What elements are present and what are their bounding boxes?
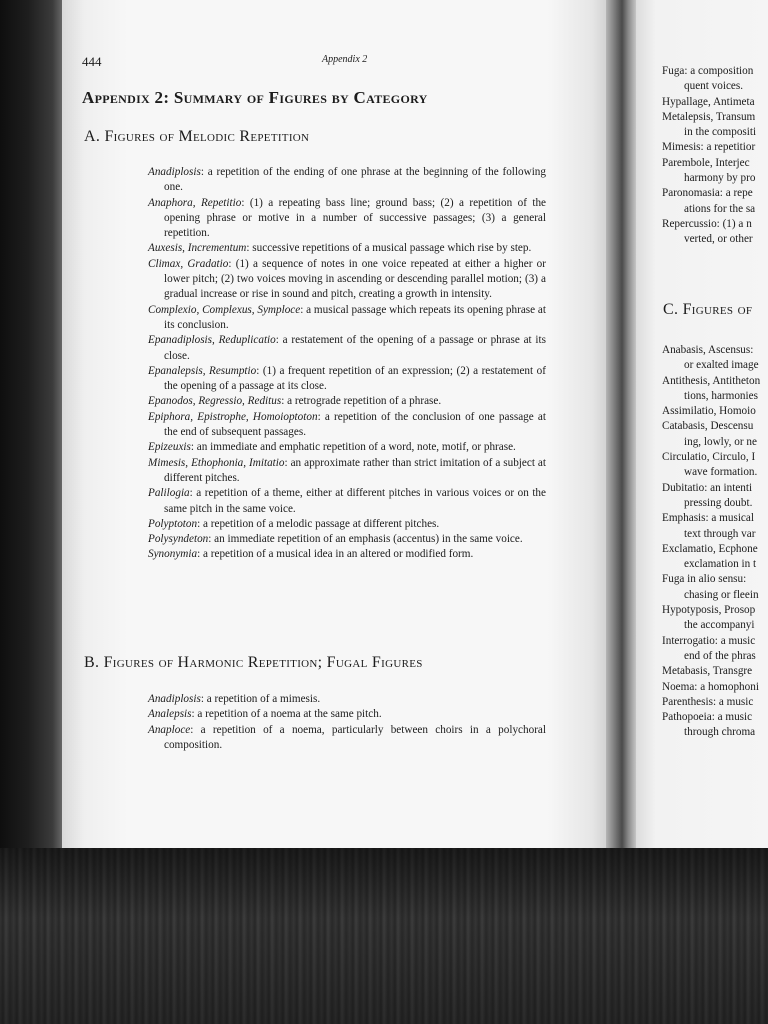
- entry-term: Climax, Gradatio: [148, 257, 229, 270]
- right-page-line: verted, or other: [684, 233, 753, 246]
- right-page-line: Hypallage, Antimeta: [662, 95, 755, 108]
- entry-definition: : a repetition of the ending of one phrase at the beginning of the following one.: [164, 166, 546, 194]
- entry-term: Anaphora, Repetitio: [148, 196, 242, 209]
- entry-term: Synonymia: [148, 548, 198, 561]
- section-a-heading: A. Figures of Melodic Repetition: [84, 128, 310, 145]
- glossary-entry: [148, 394, 546, 409]
- right-page-line: Metabasis, Transgre: [662, 665, 753, 678]
- entry-term: Anadiplosis: [148, 693, 201, 705]
- entry-definition: : a musical passage which repeats its opening phrase at its conclusion.: [164, 303, 546, 331]
- right-page-line: harmony by pro: [684, 172, 756, 185]
- entry-definition: : (1) a sequence of notes in one voice repeated at either a higher or lower pitch; (2) two voices moving in ascending or descending parallel motion; (3) a gradual increase or rise in sound and pitch, creating a growth in intensity.: [164, 257, 547, 301]
- right-page-line: ing, lowly, or ne: [684, 435, 757, 448]
- entry-term: Epizeuxis: [148, 441, 191, 454]
- glossary-entry: [148, 517, 546, 532]
- right-page-bottom-lines: [662, 343, 768, 741]
- entry-term: Anadiplosis: [148, 166, 201, 178]
- glossary-entry: [148, 486, 546, 517]
- right-page-line: Fuga: a composition: [662, 65, 754, 77]
- glossary-entry: [148, 303, 546, 334]
- glossary-entry: [148, 707, 546, 722]
- entry-definition: : an immediate and emphatic repetition of a word, note, motif, or phrase.: [190, 441, 516, 454]
- page-number: 444: [82, 54, 102, 69]
- entry-definition: : (1) a repeating bass line; ground bass; (2) a repetition of the opening phrase or motive in a number of successive passages; (3) a general repetition.: [164, 196, 547, 240]
- glossary-entry: [148, 456, 546, 487]
- right-page-line: or exalted image: [684, 359, 759, 372]
- entry-definition: : a repetition of a mimesis.: [200, 693, 321, 705]
- entry-term: Epanadiplosis, Reduplicatio: [148, 334, 276, 347]
- entry-term: Auxesis, Incrementum: [148, 242, 247, 255]
- section-b-entries: [148, 692, 546, 753]
- glossary-entry: [148, 532, 546, 547]
- glossary-entry: [148, 165, 546, 196]
- entry-definition: : a repetition of the conclusion of one passage at the end of subsequent passages.: [164, 410, 546, 439]
- right-page-line: Fuga in alio sensu:: [662, 573, 747, 586]
- entry-term: Palilogia: [148, 487, 190, 500]
- right-page-line: Assimilatio, Homoio: [662, 405, 756, 418]
- right-page-line: Mimesis: a repetitior: [662, 141, 756, 154]
- entry-definition: : a repetition of a musical idea in an altered or modified form.: [197, 548, 474, 561]
- right-page-line: exclamation in t: [684, 558, 757, 571]
- entry-definition: : a restatement of the opening of a passage or phrase at its close.: [164, 334, 546, 362]
- table-shadow: [0, 848, 768, 1024]
- book-gutter: [606, 0, 638, 848]
- entry-term: Epanalepsis, Resumptio: [148, 364, 257, 377]
- right-page-line: in the compositi: [684, 126, 757, 139]
- right-page-line: tions, harmonies: [684, 389, 758, 402]
- glossary-entry: [148, 241, 546, 256]
- scan-dark-edge: [0, 0, 70, 850]
- glossary-entry: [148, 196, 546, 242]
- appendix-title: Appendix 2: Summary of Figures by Category: [82, 88, 428, 107]
- entry-definition: : a retrograde repetition of a phrase.: [281, 395, 442, 408]
- right-page-line: through chroma: [684, 726, 756, 739]
- entry-term: Complexio, Complexus, Symploce: [148, 303, 301, 316]
- entry-term: Analepsis: [148, 708, 192, 721]
- right-page-line: Catabasis, Descensu: [662, 420, 754, 433]
- glossary-entry: [148, 547, 546, 562]
- entry-term: Anaploce: [148, 723, 191, 736]
- right-page-line: Emphasis: a musical: [662, 512, 754, 525]
- glossary-entry: [148, 333, 546, 364]
- right-page-line: chasing or fleein: [684, 588, 759, 601]
- glossary-entry: [148, 692, 546, 707]
- entry-definition: : (1) a frequent repetition of an expression; (2) a restatement of the opening of a passage at its close.: [164, 364, 546, 393]
- section-c-heading: C. Figures of: [663, 301, 753, 318]
- entry-definition: : a repetition of a noema, particularly between choirs in a polychoral composition.: [164, 723, 546, 751]
- right-page-line: Hypotyposis, Prosop: [662, 604, 756, 617]
- right-page-line: Exclamatio, Ecphone: [662, 542, 758, 555]
- entry-term: Epanodos, Regressio, Reditus: [148, 395, 282, 408]
- right-page-line: pressing doubt.: [684, 496, 753, 509]
- entry-definition: : an immediate repetition of an emphasis (accentus) in the same voice.: [208, 533, 523, 546]
- entry-definition: : a repetition of a melodic passage at different pitches.: [197, 517, 440, 530]
- glossary-entry: [148, 257, 546, 303]
- right-page-line: Parenthesis: a music: [662, 695, 754, 708]
- right-page-top-lines: [662, 64, 768, 248]
- entry-definition: : an approximate rather than strict imitation of a subject at different pitches.: [164, 456, 547, 484]
- right-page-line: quent voices.: [684, 80, 744, 93]
- right-page-line: wave formation.: [684, 466, 758, 479]
- entry-definition: : successive repetitions of a musical passage which rise by step.: [246, 242, 532, 255]
- right-page-line: Metalepsis, Transum: [662, 110, 756, 123]
- right-page-line: Parembole, Interjec: [662, 156, 750, 169]
- right-page-line: Dubitatio: an intenti: [662, 481, 753, 494]
- running-head: [82, 54, 542, 70]
- glossary-entry: [148, 364, 546, 395]
- right-page-line: Repercussio: (1) a n: [662, 217, 752, 230]
- right-page-line: Paronomasia: a repe: [662, 187, 753, 200]
- glossary-entry: [148, 410, 546, 441]
- right-page-line: Noema: a homophoni: [662, 680, 759, 693]
- right-page-line: Antithesis, Antitheton: [662, 374, 761, 387]
- entry-definition: : a repetition of a noema at the same pitch.: [191, 708, 382, 721]
- right-page-line: Circulatio, Circulo, I: [662, 451, 756, 464]
- right-page-line: ations for the sa: [684, 202, 756, 215]
- right-page-line: text through var: [684, 527, 756, 540]
- section-b-heading: B. Figures of Harmonic Repetition; Fugal Figures: [84, 654, 423, 671]
- section-a-entries: [148, 165, 546, 563]
- right-page-line: Interrogatio: a music: [662, 634, 756, 647]
- entry-term: Polysyndeton: [148, 533, 209, 546]
- right-page-line: Anabasis, Ascensus:: [662, 344, 754, 356]
- glossary-entry: [148, 440, 546, 455]
- right-page-line: the accompanyi: [684, 619, 755, 632]
- entry-term: Epiphora, Epistrophe, Homoioptoton: [148, 410, 318, 423]
- glossary-entry: [148, 723, 546, 754]
- running-title: Appendix 2: [322, 54, 368, 65]
- right-page-line: Pathopoeia: a music: [662, 711, 753, 724]
- right-page-line: end of the phras: [684, 649, 756, 662]
- entry-definition: : a repetition of a theme, either at different pitches in various voices or on the same pitch in the same voice.: [164, 487, 546, 515]
- entry-term: Polyptoton: [148, 517, 198, 530]
- entry-term: Mimesis, Ethophonia, Imitatio: [148, 456, 285, 469]
